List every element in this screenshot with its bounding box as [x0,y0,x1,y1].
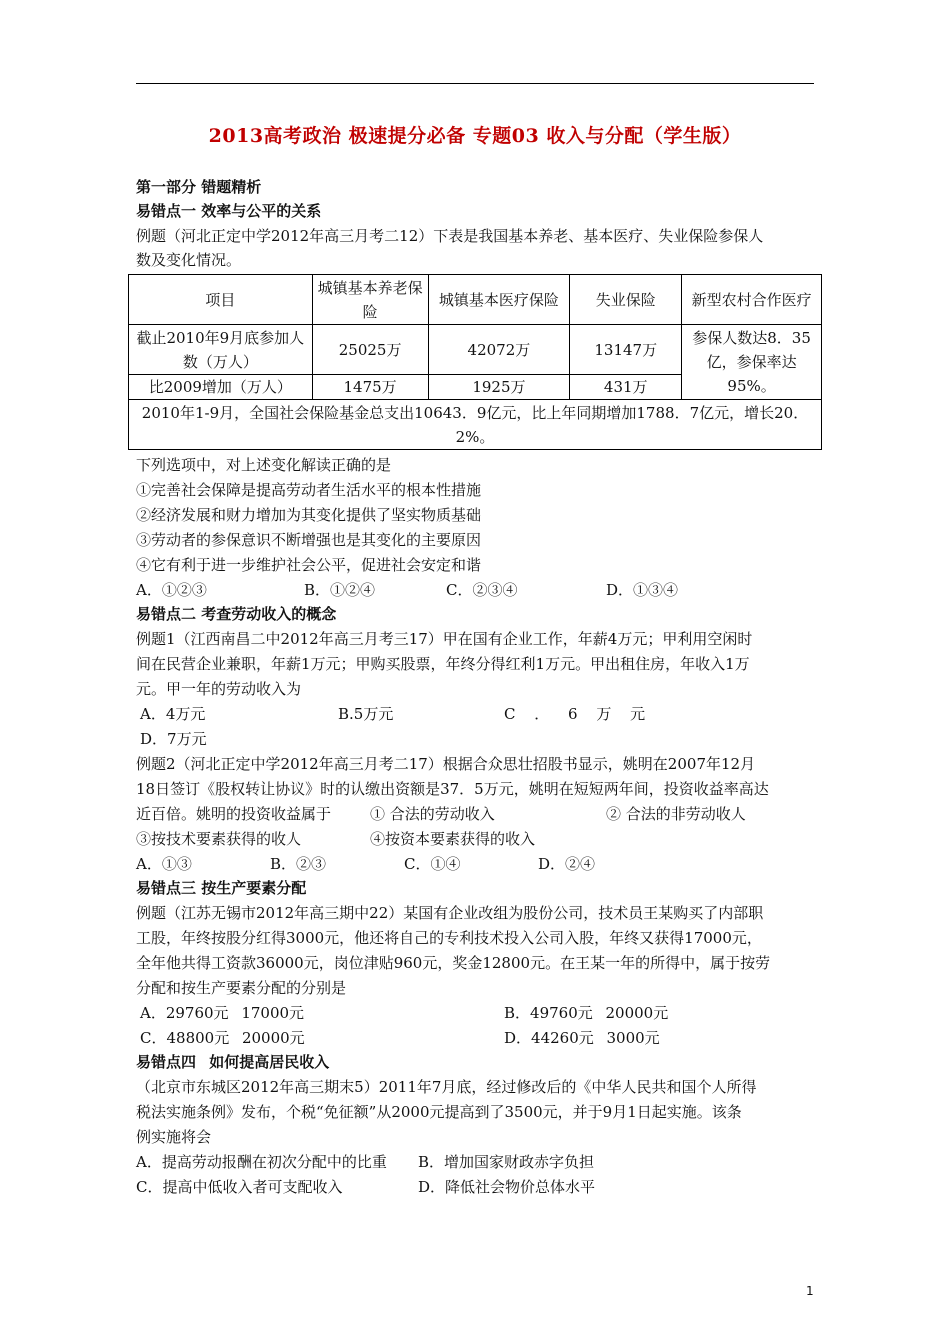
table-header-cell: 失业保险 [570,275,682,325]
section-heading-3: 易错点三 按生产要素分配 [136,879,307,897]
table-cell: 1475万 [312,375,428,400]
option-b: B．①②④ [304,581,376,599]
page-title: 2013高考政治 极速提分必备 专题03 收入与分配（学生版） [208,125,742,147]
option-a: A．①②③ [136,581,207,599]
question-text: 例题1（江西南昌二中2012年高三月考三17）甲在国有企业工作，年薪4万元；甲利用空闲时 [136,630,753,648]
option-c: C．①④ [404,855,461,873]
option-d: D．降低社会物价总体水平 [418,1178,596,1196]
section-heading-2: 易错点二 考查劳动收入的概念 [136,605,337,623]
table-header-cell: 城镇基本医疗保险 [428,275,570,325]
option-c: C．②③④ [446,581,518,599]
table-cell: 42072万 [428,325,570,375]
option-d: D．44260元 3000元 [504,1029,660,1047]
option-c: C．48800元 20000元 [140,1029,305,1047]
option-d: D．7万元 [140,730,207,748]
statement-item: ①完善社会保障是提高劳动者生活水平的根本性措施 [136,481,482,499]
option-c: C ． 6 万 元 [504,705,646,723]
table-cell: 13147万 [570,325,682,375]
table-note: 2010年1-9月，全国社会保险基金总支出10643．9亿元，比上年同期增加1788．7亿元，增长20．2%。 [129,400,822,450]
question-text: 全年他共得工资款36000元，岗位津贴960元，奖金12800元。在王某一年的所得中，属于按劳 [136,954,771,972]
question-text: 工股，年终按股分红得3000元，他还将自己的专利技术投入公司入股，年终又获得17000元， [136,929,762,947]
table-cell: 1925万 [428,375,570,400]
table-row-label: 比2009增加（万人） [129,375,313,400]
option-c: C．提高中低收入者可支配收入 [136,1178,343,1196]
table-header-cell: 新型农村合作医疗 [682,275,822,325]
statement-item: ④按资本要素获得的收入 [370,830,536,848]
option-a: A．29760元 17000元 [140,1004,305,1022]
question-text: 近百倍。姚明的投资收益属于 [136,805,332,823]
table-cell: 25025万 [312,325,428,375]
option-b: B．②③ [270,855,327,873]
question-text: （北京市东城区2012年高三期末5）2011年7月底，经过修改后的《中华人民共和国个人所得 [136,1078,757,1096]
table-header-cell: 项目 [129,275,313,325]
option-d: D．②④ [538,855,596,873]
section-heading-4: 易错点四 如何提高居民收入 [136,1053,330,1071]
question-text: 税法实施条例》发布，个税“免征额”从2000元提高到了3500元，并于9月1日起实施。该条 [136,1103,742,1121]
header-rule [136,83,814,84]
statement-item: ③按技术要素获得的收人 [136,830,302,848]
question-text: 18日签订《股权转让协议》时的认缴出资额是37．5万元，姚明在短短两年间，投资收益率高达 [136,780,769,798]
question-text: 分配和按生产要素分配的分别是 [136,979,347,997]
question-text: 例实施将会 [136,1128,212,1146]
section-heading-1: 易错点一 效率与公平的关系 [136,202,322,220]
question-prompt: 下列选项中，对上述变化解读正确的是 [136,456,392,474]
statement-item: ④它有利于进一步维护社会公平，促进社会安定和谐 [136,556,482,574]
question-text: 元。甲一年的劳动收入为 [136,680,302,698]
insurance-table [128,274,822,450]
statement-item: ③劳动者的参保意识不断增强也是其变化的主要原因 [136,531,482,549]
question-text: 间在民营企业兼职，年薪1万元；甲购买股票，年终分得红利1万元。甲出租住房，年收入1万 [136,655,750,673]
option-a: A．①③ [136,855,192,873]
table-row-label: 截止2010年9月底参加人数（万人） [129,325,313,375]
statement-item: ① 合法的劳动收入 [370,805,495,823]
question-text: 例题（河北正定中学2012年高三月考二12）下表是我国基本养老、基本医疗、失业保险参保人 [136,227,764,245]
option-a: A．提高劳动报酬在初次分配中的比重 [136,1153,387,1171]
page-number: 1 [806,1284,814,1298]
table-cell: 参保人数达8．35亿，参保率达95%。 [682,325,822,400]
question-text: 例题（江苏无锡市2012年高三期中22）某国有企业改组为股份公司，技术员王某购买了内部职 [136,904,764,922]
option-d: D．①③④ [606,581,679,599]
question-text: 数及变化情况。 [136,251,242,269]
option-b: B．49760元 20000元 [504,1004,669,1022]
statement-item: ② 合法的非劳动收人 [606,805,746,823]
statement-item: ②经济发展和财力增加为其变化提供了坚实物质基础 [136,506,482,524]
option-a: A．4万元 [140,705,206,723]
question-text: 例题2（河北正定中学2012年高三月考二17）根据合众思壮招股书显示，姚明在2007年12月 [136,755,756,773]
part-heading: 第一部分 错题精析 [136,178,262,196]
table-cell: 431万 [570,375,682,400]
option-b: B.5万元 [338,705,394,723]
option-b: B．增加国家财政赤字负担 [418,1153,595,1171]
table-header-cell: 城镇基本养老保险 [312,275,428,325]
